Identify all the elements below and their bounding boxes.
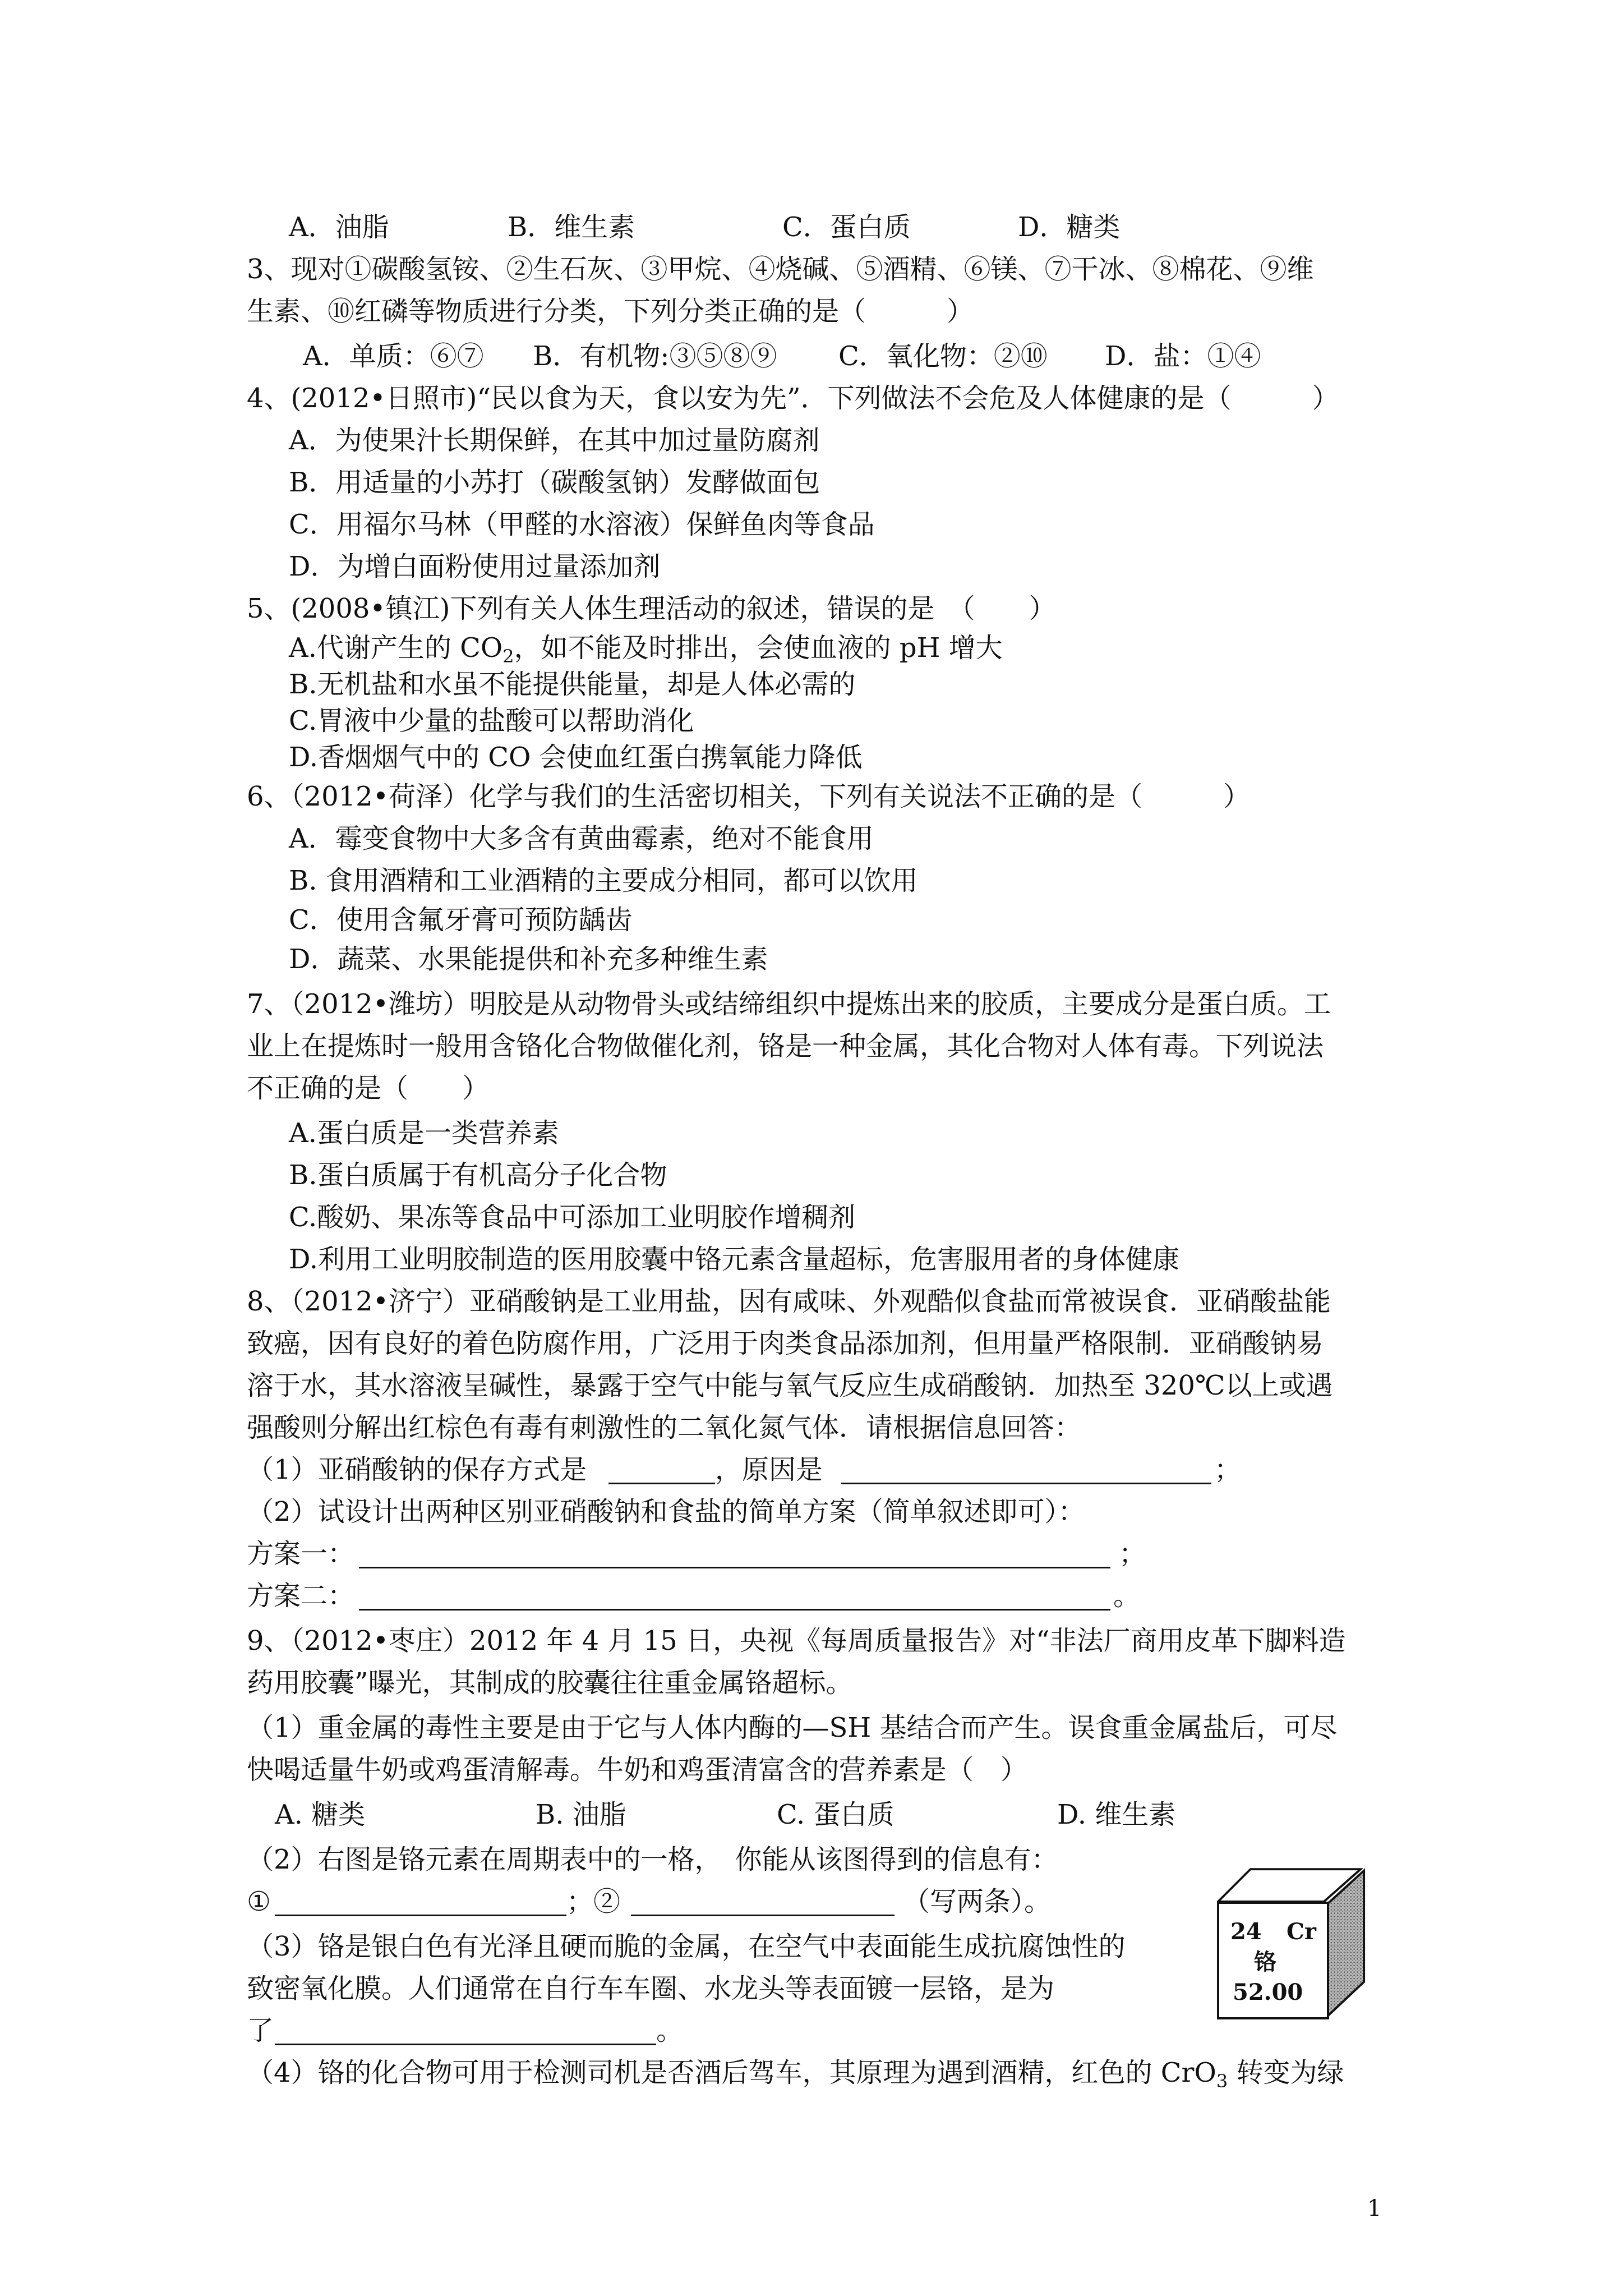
q6-stem: 6、（2012•荷泽）化学与我们的生活密切相关，下列有关说法不正确的是（ ） xyxy=(247,781,1251,812)
q9-info2-blank[interactable] xyxy=(631,1915,895,1916)
q4-option-d: D．为增白面粉使用过量添加剂 xyxy=(289,551,661,582)
q7-option-d: D.利用工业明胶制造的医用胶囊中铬元素含量超标，危害服用者的身体健康 xyxy=(289,1244,1180,1275)
cube-side-face xyxy=(1327,1868,1366,2019)
q7-option-c: C.酸奶、果冻等食品中可添加工业明胶作增稠剂 xyxy=(289,1202,856,1233)
q9-part1-option-d: D. 维生素 xyxy=(1057,1799,1176,1830)
q9-part3-line3-end: 。 xyxy=(656,2015,684,2046)
q6-option-d: D．蔬菜、水果能提供和补充多种维生素 xyxy=(289,944,768,975)
q9-line2: 药用胶囊”曝光，其制成的胶囊往往重金属铬超标。 xyxy=(247,1667,853,1699)
q8-line2: 致癌，因有良好的着色防腐作用，广泛用于肉类食品添加剂，但用量严格限制．亚硝酸钠易 xyxy=(247,1328,1324,1359)
q8-storage-blank[interactable] xyxy=(608,1483,715,1484)
q9-part1-option-c: C. 蛋白质 xyxy=(777,1799,895,1830)
q7-stem-line2: 业上在提炼时一般用含铬化合物做催化剂，铬是一种金属，其化合物对人体有毒。下列说法 xyxy=(247,1030,1324,1062)
q8-plan1-end: ； xyxy=(1119,1538,1146,1570)
q9-part3-line1: （3）铬是银白色有光泽且硬而脆的金属，在空气中表面能生成抗腐蚀性的 xyxy=(247,1931,1126,1962)
q9-part4-sub: 3 xyxy=(1216,2070,1228,2092)
q8-plan2-label: 方案二： xyxy=(247,1580,355,1612)
q9-part1-line2: 快喝适量牛奶或鸡蛋清解毒。牛奶和鸡蛋清富含的营养素是（ ） xyxy=(247,1754,1028,1786)
q9-part2-end: （写两条）。 xyxy=(903,1886,1052,1917)
q8-reason-blank[interactable] xyxy=(841,1483,1211,1484)
q4-option-b: B．用适量的小苏打（碳酸氢钠）发酵做面包 xyxy=(289,467,820,498)
q4-stem: 4、(2012•日照市)“民以食为天，食以安为先”．下列做法不会危及人体健康的是（ ） xyxy=(247,383,1339,414)
element-atomic-mass: 52.00 xyxy=(1233,1979,1303,2005)
q5-stem: 5、(2008•镇江)下列有关人体生理活动的叙述，错误的是 （ ） xyxy=(247,593,1056,624)
q8-part2: （2）试设计出两种区别亚硝酸钠和食盐的简单方案（简单叙述即可）： xyxy=(247,1496,1085,1527)
q5-option-a-pre: A.代谢产生的 CO xyxy=(289,632,503,664)
q5-option-a-sub: 2 xyxy=(502,646,514,667)
q8-part1-mid: ，原因是 xyxy=(715,1454,823,1485)
q5-option-b: B.无机盐和水虽不能提供能量，却是人体必需的 xyxy=(289,669,856,700)
q3-stem-line2: 生素、⑩红磷等物质进行分类，下列分类正确的是（ ） xyxy=(247,296,974,327)
q7-option-b: B.蛋白质属于有机高分子化合物 xyxy=(289,1159,667,1191)
q9-part4-pre: （4）铬的化合物可用于检测司机是否酒后驾车，其原理为遇到酒精，红色的 CrO xyxy=(247,2057,1216,2088)
q8-plan2-blank[interactable] xyxy=(359,1609,1110,1611)
q5-option-a-post: ，如不能及时排出，会使血液的 pH 增大 xyxy=(514,632,1003,664)
element-atomic-number: 24 xyxy=(1230,1918,1262,1945)
page-number: 1 xyxy=(1367,2196,1382,2221)
q2-option-c: C．蛋白质 xyxy=(782,211,911,243)
q8-line1: 8、（2012•济宁）亚硝酸钠是工业用盐，因有咸味、外观酷似食盐而常被误食．亚硝酸盐能 xyxy=(247,1286,1331,1317)
q7-stem-line1: 7、（2012•潍坊）明胶是从动物骨头或结缔组织中提炼出来的胶质，主要成分是蛋白质。工 xyxy=(247,988,1331,1020)
q7-stem-line3: 不正确的是（ ） xyxy=(247,1073,490,1104)
q3-option-a: A．单质：⑥⑦ xyxy=(303,341,484,372)
q8-line3: 溶于水，其水溶液呈碱性，暴露于空气中能与氧气反应生成硝酸钠．加热至 320℃以上或遇 xyxy=(247,1370,1333,1401)
q5-option-c: C.胃液中少量的盐酸可以帮助消化 xyxy=(289,705,694,737)
q9-part4-post: 转变为绿 xyxy=(1228,2057,1344,2088)
q8-plan1-label: 方案一： xyxy=(247,1538,355,1570)
q8-part1-pre: （1）亚硝酸钠的保存方式是 xyxy=(247,1454,587,1485)
q2-option-a: A．油脂 xyxy=(289,211,389,243)
q8-part1-end: ； xyxy=(1214,1454,1242,1485)
q9-part3-line2: 致密氧化膜。人们通常在自行车车圈、水龙头等表面镀一层铬，是为 xyxy=(247,1973,1055,2004)
q9-part3-line3-pre: 了 xyxy=(247,2015,274,2046)
q8-line4: 强酸则分解出红棕色有毒有刺激性的二氧化氮气体．请根据信息回答： xyxy=(247,1412,1082,1443)
q9-part1-option-b: B. 油脂 xyxy=(536,1799,626,1830)
q5-option-a xyxy=(289,631,1003,665)
chromium-element-cell xyxy=(1217,1868,1368,2025)
q5-option-d: D.香烟烟气中的 CO 会使血红蛋白携氧能力降低 xyxy=(289,742,863,773)
q3-stem-line1: 3、现对①碳酸氢铵、②生石灰、③甲烷、④烧碱、⑤酒精、⑥镁、⑦干冰、⑧棉花、⑨维 xyxy=(247,254,1314,285)
q6-option-c: C．使用含氟牙膏可预防龋齿 xyxy=(289,904,633,936)
q9-info1-blank[interactable] xyxy=(275,1915,566,1916)
q9-part1-line1: （1）重金属的毒性主要是由于它与人体内酶的—SH 基结合而产生。误食重金属盐后，可尽 xyxy=(247,1712,1338,1743)
q9-line1: 9、（2012•枣庄）2012 年 4 月 15 日，央视《每周质量报告》对“非法厂商用皮革下脚料造 xyxy=(247,1625,1346,1657)
q9-part4 xyxy=(247,2056,1344,2090)
q2-option-d: D．糖类 xyxy=(1018,211,1121,243)
cube-front-face xyxy=(1217,1902,1329,2019)
q4-option-c: C．用福尔马林（甲醛的水溶液）保鲜鱼肉等食品 xyxy=(289,509,875,540)
q6-option-a: A．霉变食物中大多含有黄曲霉素，绝对不能食用 xyxy=(289,823,874,854)
q8-plan2-end: 。 xyxy=(1113,1580,1141,1612)
element-symbol: Cr xyxy=(1287,1918,1316,1945)
q9-part1-option-a: A. 糖类 xyxy=(275,1799,366,1830)
q7-option-a: A.蛋白质是一类营养素 xyxy=(289,1117,559,1149)
q3-option-c: C．氧化物：②⑩ xyxy=(838,341,1048,372)
q3-option-b: B．有机物:③⑤⑧⑨ xyxy=(533,341,777,372)
q2-option-b: B．维生素 xyxy=(508,211,635,243)
q9-part2-sep: ；② xyxy=(566,1886,621,1917)
q8-plan1-blank[interactable] xyxy=(359,1567,1110,1568)
q4-option-a: A．为使果汁长期保鲜，在其中加过量防腐剂 xyxy=(289,425,820,456)
q9-purpose-blank[interactable] xyxy=(275,2044,656,2045)
q9-part2-line1: （2）右图是铬元素在周期表中的一格， 你能从该图得到的信息有： xyxy=(247,1844,1058,1875)
element-name: 铬 xyxy=(1254,1949,1276,1975)
q3-option-d: D．盐：①④ xyxy=(1105,341,1261,372)
q6-option-b: B. 食用酒精和工业酒精的主要成分相同，都可以饮用 xyxy=(289,865,918,896)
q9-part2-circle1: ① xyxy=(247,1886,271,1917)
